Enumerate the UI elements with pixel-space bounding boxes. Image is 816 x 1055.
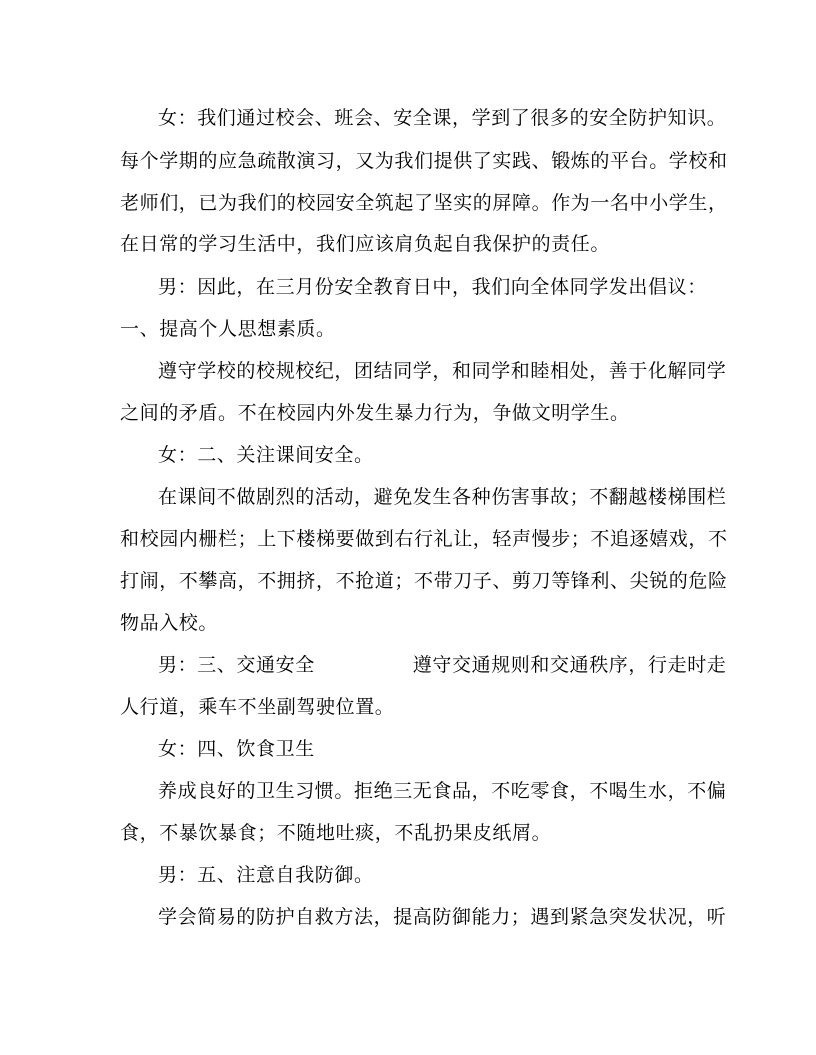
paragraph-line-13: 物品入校。: [120, 612, 219, 634]
paragraph-line-12: 打闹，不攀高，不拥挤，不抢道；不带刀子、剪刀等锋利、尖锐的危险: [120, 570, 728, 592]
section-heading-1: 一、提高个人思想素质。: [120, 318, 336, 340]
section-heading-3: 男：三、交通安全 遵守交通规则和交通秩序，行走时走: [158, 654, 727, 676]
paragraph-line-17: 养成良好的卫生习惯。拒绝三无食品，不吃零食，不喝生水，不偏: [158, 780, 727, 802]
paragraph-line-4: 在日常的学习生活中，我们应该肩负起自我保护的责任。: [120, 233, 611, 255]
section-heading-2: 女：二、关注课间安全。: [158, 444, 374, 466]
paragraph-line-7: 遵守学校的校规校纪，团结同学，和同学和睦相处，善于化解同学: [158, 360, 727, 382]
paragraph-line-18: 食，不暴饮暴食；不随地吐痰，不乱扔果皮纸屑。: [120, 822, 552, 844]
paragraph-line-5: 男：因此，在三月份安全教育日中，我们向全体同学发出倡议：: [158, 276, 707, 298]
section-heading-5: 男：五、注意自我防御。: [158, 864, 374, 886]
paragraph-line-10: 在课间不做剧烈的活动，避免发生各种伤害事故；不翻越楼梯围栏: [158, 486, 727, 508]
paragraph-line-20: 学会简易的防护自救方法，提高防御能力；遇到紧急突发状况，听: [158, 906, 727, 928]
paragraph-line-2: 每个学期的应急疏散演习，又为我们提供了实践、锻炼的平台。学校和: [120, 150, 728, 172]
paragraph-line-3: 老师们，已为我们的校园安全筑起了坚实的屏障。作为一名中小学生，: [120, 192, 728, 214]
paragraph-line-1: 女：我们通过校会、班会、安全课，学到了很多的安全防护知识。: [158, 107, 727, 129]
paragraph-line-11: 和校园内栅栏；上下楼梯要做到右行礼让，轻声慢步；不追逐嬉戏，不: [120, 528, 728, 550]
paragraph-line-15: 人行道，乘车不坐副驾驶位置。: [120, 696, 395, 718]
paragraph-line-8: 之间的矛盾。不在校园内外发生暴力行为，争做文明学生。: [120, 402, 630, 424]
section-heading-4: 女：四、饮食卫生: [158, 738, 315, 760]
